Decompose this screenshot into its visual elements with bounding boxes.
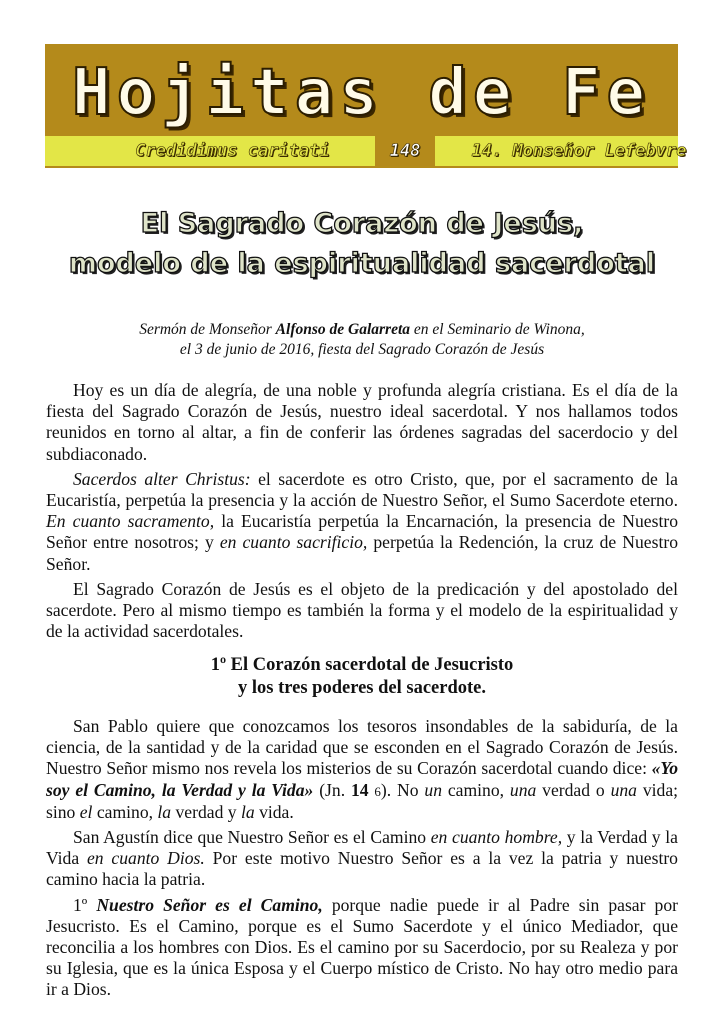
masthead-motto: Credidimus caritati [135,141,330,161]
article-subtitle-line2: el 3 de junio de 2016, fiesta del Sagrado Corazón de Jesús [179,341,545,358]
intro-text [46,380,678,646]
masthead-bar [45,136,687,166]
issue-number: 148 [375,136,435,166]
paragraph: Sacerdos alter Christus: el sacerdote es otro Cristo, que, por el sacramento de la Eucaristía, perpetúa la presencia y la acción de Nuestro Señor, el Sumo Sacerdote eterno. En cuanto sacramento, la Eucaristía perpetúa la Encarnación, la presencia de Nuestro Señor entre nosotros; y en cuanto sacrificio, perpetúa la Redención, la cruz de Nuestro Señor. [46,468,678,574]
paragraph: Hoy es un día de alegría, de una noble y profunda alegría cristiana. Es el día de la fiesta del Sagrado Corazón de Jesús, nuestro ideal sacerdotal. Y nos hallamos todos reunidos en torno al altar, a fin de conferir las órdenes sagradas del sacerdocio y del subdiaconado. [46,380,678,464]
article-title-line1: El Sagrado Corazón de Jesús, [140,208,584,239]
paragraph: 1º Nuestro Señor es el Camino, porque nadie puede ir al Padre sin pasar por Jesucristo. Es el Camino, porque es el Sumo Sacerdote y el único Mediador, que reconcilia a los hombres con Dios. Es el camino por su Sacerdocio, por su Realeza y por su Iglesia, que es la única Esposa y el Cuerpo místico de Cristo. No hay otro medio para ir a Dios. [46,894,678,1000]
paragraph: San Agustín dice que Nuestro Señor es el Camino en cuanto hombre, y la Verdad y la Vida en cuanto Dios. Por este motivo Nuestro Señor es a la vez la patria y nuestro camino hacia la patria. [46,827,678,890]
masthead-title: Hojitas de Fe [72,56,651,130]
article-title-line2: modelo de la espiritualidad sacerdotal [68,248,656,279]
article-subtitle-line1: Sermón de Monseñor Alfonso de Galarreta en el Seminario de Winona, [139,321,585,338]
series-label: 14. Monseñor Lefebvre [471,141,687,161]
section-heading-line2: y los tres poderes del sacerdote. [238,678,486,698]
section-heading-line1: 1º El Corazón sacerdotal de Jesucristo [210,655,514,675]
masthead [45,44,687,168]
paragraph: San Pablo quiere que conozcamos los tesoros insondables de la sabiduría, de la ciencia, de la santidad y de la caridad que se esconden en el Sagrado Corazón de Jesús. Nuestro Señor mismo nos revela los misterios de su Corazón sacerdotal cuando dice: «Yo soy el Camino, la Verdad y la Vida» (Jn. 14 6). No un camino, una verdad o una vida; sino el camino, la verdad y la vida. [46,716,679,822]
author-name: Alfonso de Galarreta [275,321,411,338]
paragraph: El Sagrado Corazón de Jesús es el objeto de la predicación y del apostolado del sacerdote. Pero al mismo tiempo es también la forma y el modelo de la espiritualidad y de la actividad sacerdotales. [46,578,678,642]
section-text [46,716,678,1005]
